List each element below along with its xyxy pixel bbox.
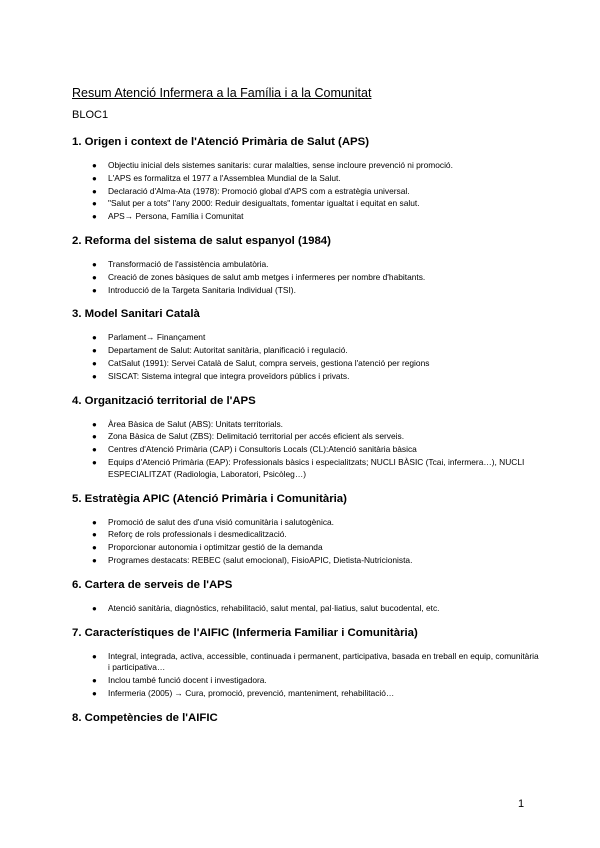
list-item-text: Declaració d'Alma-Ata (1978): Promoció global d'APS com a estratègia universal. <box>108 185 410 196</box>
bullet-icon: ● <box>92 333 97 343</box>
list-item-text: SISCAT: Sistema integral que integra proveïdors públics i privats. <box>108 370 350 381</box>
list-item-text: Àrea Bàsica de Salut (ABS): Unitats territorials. <box>108 418 284 429</box>
bullet-icon: ● <box>92 543 97 553</box>
document-page <box>72 86 542 736</box>
list-item <box>88 529 542 541</box>
bullet-icon: ● <box>92 688 97 698</box>
bullet-icon: ● <box>92 161 97 170</box>
page-number: 1 <box>518 798 525 810</box>
list-item-text: Introducció de la Targeta Sanitaria Individual (TSI). <box>108 284 296 295</box>
list-item <box>88 259 542 271</box>
bullet-icon: ● <box>92 419 97 429</box>
bullet-list <box>72 259 542 296</box>
section-heading: 1. Origen i context de l'Atenció Primària de Salut (APS) <box>72 136 370 148</box>
list-item-text: Infermeria (2005) → Cura, promoció, prevenció, manteniment, rehabilitació… <box>108 687 395 698</box>
bullet-icon: ● <box>92 346 97 356</box>
bullet-icon: ● <box>92 358 97 368</box>
list-item-text: Reforç de rols professionals i desmedicalització. <box>108 529 287 540</box>
list-item <box>88 198 542 210</box>
bullet-icon: ● <box>92 676 97 686</box>
list-item-text: "Salut per a tots" l'any 2000: Reduir desigualtats, fomentar igualtat i equitat en salut. <box>108 198 420 209</box>
list-item <box>88 211 542 223</box>
bullet-icon: ● <box>92 530 97 540</box>
list-item <box>88 160 542 172</box>
bullet-list <box>72 603 542 615</box>
bullet-list <box>72 419 542 481</box>
section-heading: 7. Característiques de l'AIFIC (Infermeria Familiar i Comunitària) <box>72 626 418 639</box>
bullet-icon: ● <box>92 457 97 467</box>
bullet-icon: ● <box>92 173 97 183</box>
list-item <box>88 431 542 443</box>
bullet-list <box>72 160 542 223</box>
bullet-icon: ● <box>92 199 97 209</box>
list-item-text: Inclou també funció docent i investigadora. <box>108 675 267 686</box>
section-heading: 6. Cartera de serveis de l'APS <box>72 578 233 591</box>
bullet-icon: ● <box>92 445 97 455</box>
list-item <box>88 272 542 284</box>
list-item-text: Objectiu inicial dels sistemes sanitaris: curar malalties, sense incloure prevenció ni promoció. <box>108 160 453 170</box>
section-8 <box>72 712 542 724</box>
list-item <box>88 688 542 700</box>
list-item-text: Parlament→ Finançament <box>108 332 206 343</box>
list-item <box>88 517 542 529</box>
section-2 <box>72 235 542 296</box>
document-subtitle: BLOC1 <box>72 109 109 121</box>
list-item <box>88 675 542 687</box>
section-heading: 2. Reforma del sistema de salut espanyol (1984) <box>72 234 331 247</box>
list-item-text: Transformació de l'assistència ambulatòria. <box>108 258 269 269</box>
bullet-icon: ● <box>92 259 97 269</box>
list-item-text: Integral, integrada, activa, accessible, continuada i permanent, participativa, basada en treball en equip, comunitària i participativa… <box>108 650 539 673</box>
list-item <box>88 173 542 185</box>
list-item <box>88 603 542 615</box>
list-item-text: L'APS es formalitza el 1977 a l'Assemblea Mundial de la Salut. <box>108 172 341 183</box>
list-item-text: Equips d'Atenció Primària (EAP): Professionals bàsics i especialitzats; NUCLI BÀSIC (Tcai, infermera…), NUCLI ESPECIALITZAT (Radiologia, Laboratori, Psicòleg…) <box>108 456 525 479</box>
list-item-text: APS→ Persona, Família i Comunitat <box>108 211 244 222</box>
section-heading: 5. Estratègia APIC (Atenció Primària i Comunitària) <box>72 492 347 505</box>
list-item <box>88 457 542 481</box>
bullet-icon: ● <box>92 285 97 295</box>
list-item <box>88 651 542 675</box>
list-item-text: Centres d'Atenció Primària (CAP) i Consultoris Locals (CL):Atenció sanitària bàsica <box>108 444 417 455</box>
list-item-text: Programes destacats: REBEC (salut emocional), FisioAPIC, Dietista-Nutricionista. <box>108 554 413 565</box>
section-heading: 3. Model Sanitari Català <box>72 308 200 321</box>
list-item <box>88 345 542 357</box>
list-item <box>88 542 542 554</box>
bullet-icon: ● <box>92 432 97 442</box>
section-7 <box>72 627 542 700</box>
list-item <box>88 555 542 567</box>
bullet-list <box>72 517 542 567</box>
section-5 <box>72 493 542 567</box>
list-item-text: Proporcionar autonomia i optimitzar gestió de la demanda <box>108 542 323 553</box>
bullet-icon: ● <box>92 212 97 222</box>
section-4 <box>72 395 542 481</box>
bullet-icon: ● <box>92 517 97 527</box>
bullet-icon: ● <box>92 186 97 196</box>
section-3 <box>72 308 542 382</box>
section-heading: 4. Organització territorial de l'APS <box>72 394 256 407</box>
bullet-list <box>72 651 542 700</box>
bullet-icon: ● <box>92 555 97 565</box>
section-heading: 8. Competències de l'AIFIC <box>72 711 218 724</box>
list-item <box>88 358 542 370</box>
list-item-text: Promoció de salut des d'una visió comunitària i salutogènica. <box>108 516 334 527</box>
list-item-text: Atenció sanitària, diagnòstics, rehabilitació, salut mental, pal·liatius, salut bucodental, etc. <box>108 602 440 613</box>
bullet-icon: ● <box>92 371 97 381</box>
section-1 <box>72 136 542 223</box>
list-item <box>88 186 542 198</box>
bullet-icon: ● <box>92 651 97 661</box>
bullet-icon: ● <box>92 272 97 282</box>
list-item <box>88 332 542 344</box>
list-item-text: Departament de Salut: Autoritat sanitària, planificació i regulació. <box>108 345 348 356</box>
section-6 <box>72 579 542 615</box>
list-item <box>88 371 542 383</box>
list-item-text: CatSalut (1991): Servei Català de Salut, compra serveis, gestiona l'atenció per regions <box>108 357 430 368</box>
bullet-list <box>72 332 542 382</box>
list-item-text: Creació de zones bàsiques de salut amb metges i infermeres per nombre d'habitants. <box>108 271 426 282</box>
bullet-icon: ● <box>92 603 97 613</box>
list-item <box>88 285 542 297</box>
document-title: Resum Atenció Infermera a la Família i a la Comunitat <box>72 86 372 100</box>
list-item-text: Zona Bàsica de Salut (ZBS): Delimitació territorial per accés eficient als serveis. <box>108 431 405 442</box>
list-item <box>88 444 542 456</box>
list-item <box>88 419 542 431</box>
